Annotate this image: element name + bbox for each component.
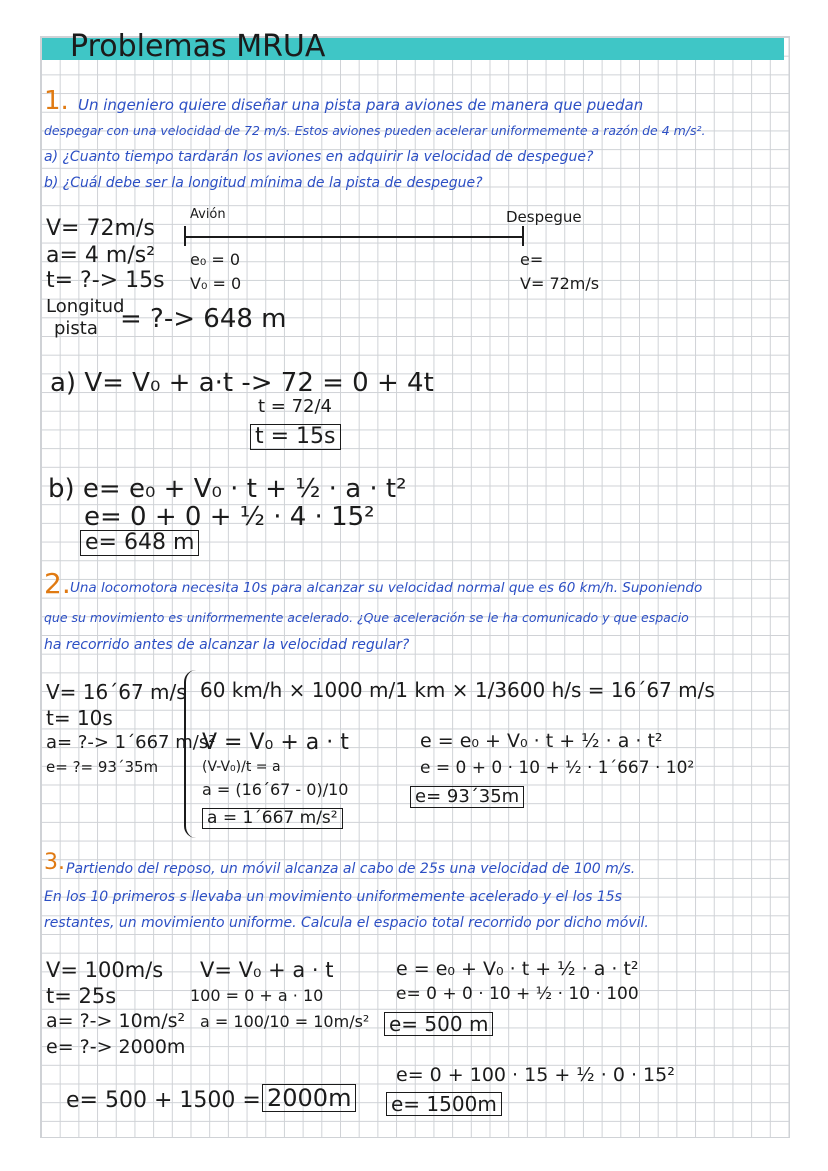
p2-formula-rearranged: (V-V₀)/t = a: [202, 759, 281, 775]
p3-distance-result-2: e= 1500m: [386, 1092, 502, 1116]
diagram-initial-velocity: V₀ = 0: [190, 274, 242, 293]
page-title: Problemas MRUA: [70, 29, 326, 64]
problem-1-statement-line: Un ingeniero quiere diseñar una pista para aviones de manera que puedan: [78, 96, 644, 114]
p3-total-result: 2000m: [262, 1084, 356, 1112]
p3-formula-result: a = 100/10 = 10m/s²: [200, 1012, 370, 1031]
p2-distance-formula: e = e₀ + V₀ · t + ½ · a · t²: [420, 730, 663, 752]
problem-3-statement-line: Partiendo del reposo, un móvil alcanza al cabo de 25s una velocidad de 100 m/s.: [66, 861, 636, 877]
p3-total-expression: e= 500 + 1500 =: [66, 1088, 261, 1113]
p1-solution-b-step: e= 0 + 0 + ½ · 4 · 15²: [84, 502, 375, 532]
problem-1-question-b: b) ¿Cuál debe ser la longitud mínima de la pista de despegue?: [44, 175, 483, 191]
problem-3-statement-line: restantes, un movimiento uniforme. Calcula el espacio total recorrido por dicho móvil.: [44, 915, 649, 931]
p2-distance-result: e= 93´35m: [410, 786, 524, 808]
p1-data-time: t= ?-> 15s: [46, 268, 165, 293]
p3-data-acceleration: a= ?-> 10m/s²: [46, 1010, 186, 1032]
problem-1-number: 1.: [44, 86, 69, 116]
problem-1-statement-line: despegar con una velocidad de 72 m/s. Estos aviones pueden acelerar uniformemente a razón de 4 m/s².: [44, 123, 706, 138]
p3-formula-velocity: V= V₀ + a · t: [200, 958, 334, 982]
p1-solution-b-formula: b) e= e₀ + V₀ · t + ½ · a · t²: [48, 474, 407, 504]
runway-line: [184, 236, 524, 238]
diagram-label-plane: Avión: [190, 207, 226, 222]
problem-2-statement-line: ha recorrido antes de alcanzar la velocidad regular?: [44, 637, 410, 653]
p3-distance-result-1: e= 500 m: [384, 1012, 493, 1036]
p2-brace: [184, 670, 196, 838]
p3-formula-substitution: 100 = 0 + a · 10: [190, 986, 324, 1005]
diagram-initial-position: e₀ = 0: [190, 250, 241, 269]
p1-data-length-label-2: pista: [54, 318, 98, 339]
p3-data-distance: e= ?-> 2000m: [46, 1036, 186, 1058]
p3-distance-substitution-2: e= 0 + 100 · 15 + ½ · 0 · 15²: [396, 1064, 675, 1086]
p2-unit-conversion: 60 km/h × 1000 m/1 km × 1/3600 h/s = 16´67 m/s: [200, 678, 715, 702]
p2-distance-substitution: e = 0 + 0 · 10 + ½ · 1´667 · 10²: [420, 758, 695, 778]
diagram-final-velocity: V= 72m/s: [520, 274, 600, 293]
p1-solution-b-result: e= 648 m: [80, 530, 199, 556]
runway-start-tick: [184, 226, 186, 246]
runway-end-tick: [522, 226, 524, 246]
p2-formula-substitution: a = (16´67 - 0)/10: [202, 780, 349, 799]
p2-data-distance: e= ?= 93´35m: [46, 758, 159, 776]
p2-data-acceleration: a= ?-> 1´667 m/s²: [46, 732, 216, 753]
p1-data-length-label: Longitud: [46, 296, 125, 317]
p1-solution-a-result: t = 15s: [250, 424, 341, 450]
p3-distance-formula-1: e = e₀ + V₀ · t + ½ · a · t²: [396, 958, 639, 980]
problem-3-number: 3.: [44, 850, 65, 875]
p2-data-velocity: V= 16´67 m/s: [46, 680, 187, 704]
p2-formula-velocity: V = V₀ + a · t: [202, 730, 349, 755]
problem-2-number: 2.: [44, 567, 71, 600]
p2-data-time: t= 10s: [46, 706, 113, 730]
diagram-final-position: e=: [520, 250, 544, 269]
problem-1-question-a: a) ¿Cuanto tiempo tardarán los aviones en adquirir la velocidad de despegue?: [44, 149, 594, 165]
p3-distance-substitution-1: e= 0 + 0 · 10 + ½ · 10 · 100: [396, 984, 639, 1004]
problem-2-statement-line: que su movimiento es uniformemente acelerado. ¿Que aceleración se le ha comunicado y que espacio: [44, 610, 689, 625]
p1-data-acceleration: a= 4 m/s²: [46, 243, 156, 268]
diagram-label-takeoff: Despegue: [506, 208, 582, 226]
p1-solution-a-formula: a) V= V₀ + a·t -> 72 = 0 + 4t: [50, 368, 434, 398]
problem-3-statement-line: En los 10 primeros s llevaba un movimiento uniformemente acelerado y el los 15s: [44, 889, 622, 905]
p1-solution-a-step: t = 72/4: [258, 396, 333, 417]
p3-data-time: t= 25s: [46, 984, 117, 1008]
p1-data-velocity: V= 72m/s: [46, 216, 155, 241]
p3-data-velocity: V= 100m/s: [46, 958, 164, 982]
p2-acceleration-result: a = 1´667 m/s²: [202, 808, 343, 829]
problem-2-statement-line: Una locomotora necesita 10s para alcanzar su velocidad normal que es 60 km/h. Suponiendo: [70, 580, 703, 596]
p1-data-length-value: = ?-> 648 m: [120, 304, 287, 334]
